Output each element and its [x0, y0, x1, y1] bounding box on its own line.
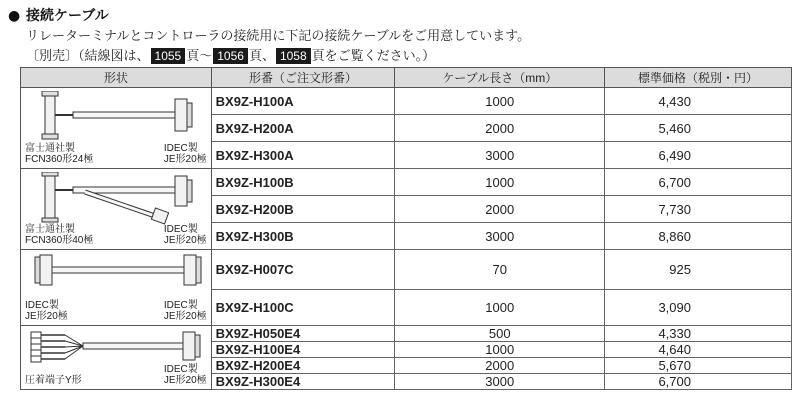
cable-table	[20, 67, 792, 390]
length-cell: 1000	[395, 169, 605, 196]
section-title: 接続ケーブル	[26, 8, 109, 24]
sales-note-suffix: 頁をご覧ください。）	[311, 49, 436, 64]
label-line: IDEC製	[163, 224, 198, 235]
model-cell: BX9Z-H200E4	[211, 358, 395, 374]
label-line: JE形20極	[163, 311, 207, 322]
cable-shape-cell	[21, 169, 212, 250]
right-connector-label	[164, 364, 207, 386]
price-cell: 6,490	[605, 142, 792, 169]
price-cell: 4,430	[605, 88, 792, 115]
section-heading	[8, 5, 109, 25]
left-connector-label	[25, 375, 82, 386]
label-line: FCN360形40極	[25, 235, 94, 246]
column-header: ケーブル長さ（mm）	[395, 68, 605, 88]
cable-e4-illustration	[25, 329, 205, 369]
model-cell: BX9Z-H200A	[211, 115, 395, 142]
page-ref-badge: 1058	[276, 48, 311, 64]
model-cell: BX9Z-H007C	[211, 250, 395, 290]
price-cell: 4,640	[605, 342, 792, 358]
table-row	[21, 169, 792, 196]
label-line: JE形20極	[163, 375, 207, 386]
label-line: JE形20極	[163, 235, 207, 246]
label-line: IDEC製	[163, 143, 198, 154]
cable-shape-cell	[21, 326, 212, 390]
price-cell: 5,460	[605, 115, 792, 142]
cable-b-illustration	[25, 172, 205, 226]
cable-c-illustration	[25, 253, 205, 297]
label-line: IDEC製	[25, 300, 59, 311]
label-line: JE形20極	[163, 154, 207, 165]
length-cell: 2000	[395, 358, 605, 374]
price-cell: 4,330	[605, 326, 792, 342]
length-cell: 70	[395, 250, 605, 290]
sales-note-prefix: 〔別売〕（結線図は、	[26, 49, 150, 64]
label-line: 圧着端子Y形	[25, 375, 82, 386]
left-connector-label	[25, 300, 68, 322]
left-connector-label	[25, 224, 93, 246]
price-cell: 8,860	[605, 223, 792, 250]
price-cell: 6,700	[605, 169, 792, 196]
price-cell: 6,700	[605, 374, 792, 390]
label-line: IDEC製	[163, 300, 198, 311]
model-cell: BX9Z-H200B	[211, 196, 395, 223]
length-cell: 3000	[395, 374, 605, 390]
model-cell: BX9Z-H300A	[211, 142, 395, 169]
sales-note-mid: 頁～	[186, 49, 213, 64]
length-cell: 1000	[395, 290, 605, 326]
length-cell: 500	[395, 326, 605, 342]
model-cell: BX9Z-H300B	[211, 223, 395, 250]
length-cell: 3000	[395, 142, 605, 169]
model-cell: BX9Z-H100B	[211, 169, 395, 196]
label-line: FCN360形24極	[25, 154, 94, 165]
cable-a-illustration	[25, 91, 205, 141]
label-line: 富士通社製	[25, 143, 75, 154]
right-connector-label	[164, 300, 207, 322]
cable-shape-cell	[21, 88, 212, 169]
column-header: 形番（ご注文形番）	[211, 68, 395, 88]
price-cell: 5,670	[605, 358, 792, 374]
table-header-row	[21, 68, 792, 88]
label-line: IDEC製	[163, 364, 198, 375]
table-row	[21, 250, 792, 290]
right-connector-label	[164, 143, 207, 165]
length-cell: 1000	[395, 88, 605, 115]
label-line: 富士通社製	[25, 224, 75, 235]
length-cell: 2000	[395, 115, 605, 142]
length-cell: 2000	[395, 196, 605, 223]
page-ref-badge: 1056	[213, 48, 248, 64]
sales-note	[26, 45, 435, 64]
model-cell: BX9Z-H050E4	[211, 326, 395, 342]
table-row	[21, 326, 792, 342]
price-cell: 925	[605, 250, 792, 290]
price-cell: 7,730	[605, 196, 792, 223]
length-cell: 3000	[395, 223, 605, 250]
intro-text: リレーターミナルとコントローラの接続用に下記の接続ケーブルをご用意しています。	[26, 29, 531, 44]
label-line: JE形20極	[25, 311, 68, 322]
column-header: 形状	[21, 68, 212, 88]
model-cell: BX9Z-H100A	[211, 88, 395, 115]
model-cell: BX9Z-H100E4	[211, 342, 395, 358]
length-cell: 1000	[395, 342, 605, 358]
bullet-icon: ●	[8, 8, 21, 24]
right-connector-label	[164, 224, 207, 246]
model-cell: BX9Z-H300E4	[211, 374, 395, 390]
sales-note-mid: 頁、	[248, 49, 275, 64]
model-cell: BX9Z-H100C	[211, 290, 395, 326]
page-ref-badge: 1055	[151, 48, 186, 64]
left-connector-label	[25, 143, 93, 165]
price-cell: 3,090	[605, 290, 792, 326]
cable-shape-cell	[21, 250, 212, 326]
table-row	[21, 88, 792, 115]
column-header: 標準価格（税別・円）	[605, 68, 792, 88]
